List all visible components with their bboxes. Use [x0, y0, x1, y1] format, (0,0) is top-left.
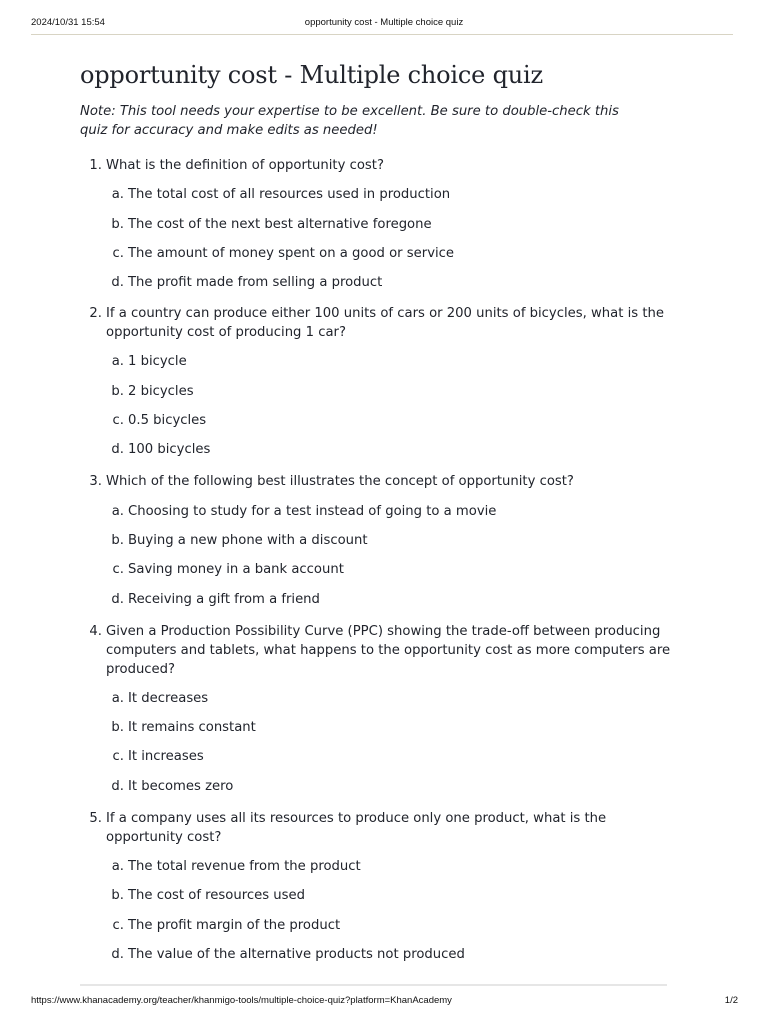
option-text: 100 bicycles — [128, 442, 211, 458]
answer-option — [80, 244, 680, 263]
option-letter: c. — [112, 413, 124, 429]
question-row — [80, 809, 680, 847]
option-letter: b. — [111, 383, 124, 399]
page-title: opportunity cost - Multiple choice quiz — [80, 61, 543, 89]
answer-option — [80, 777, 680, 796]
quiz-content — [80, 58, 680, 964]
question-item — [80, 304, 680, 459]
answer-option — [80, 531, 680, 550]
option-letter: a. — [111, 859, 124, 875]
question-item — [80, 472, 680, 608]
option-letter: d. — [111, 946, 124, 962]
answer-option — [80, 502, 680, 521]
question-text: If a company uses all its resources to produce only one product, what is the opportunity cost? — [106, 810, 607, 845]
page-number: 1/2 — [724, 995, 738, 1006]
content-divider — [80, 984, 667, 986]
option-letter: c. — [112, 917, 124, 933]
answer-option — [80, 916, 680, 935]
option-letter: b. — [111, 888, 124, 904]
option-letter: a. — [111, 690, 124, 706]
option-text: It remains constant — [128, 720, 256, 736]
answer-option — [80, 382, 680, 401]
question-list — [80, 156, 680, 964]
print-header — [0, 0, 768, 36]
answer-option — [80, 689, 680, 708]
option-letter: b. — [111, 720, 124, 736]
quiz-note: Note: This tool needs your expertise to be excellent. Be sure to double-check this quiz for accuracy and make edits as needed! — [80, 104, 619, 138]
answer-option — [80, 857, 680, 876]
option-text: The total revenue from the product — [128, 859, 361, 875]
question-row — [80, 156, 680, 175]
question-text: If a country can produce either 100 units of cars or 200 units of bicycles, what is the opportunity cost of producing 1 car? — [106, 306, 664, 341]
option-letter: c. — [112, 245, 124, 261]
option-letter: c. — [112, 749, 124, 765]
question-text: Which of the following best illustrates the concept of opportunity cost? — [106, 474, 574, 490]
question-text: What is the definition of opportunity cost? — [106, 158, 384, 173]
option-list — [80, 352, 680, 459]
question-number: 2. — [89, 306, 102, 322]
header-divider — [31, 34, 733, 35]
option-text: The profit margin of the product — [128, 917, 341, 933]
question-item — [80, 156, 680, 292]
option-text: The total cost of all resources used in production — [128, 187, 451, 203]
option-text: Buying a new phone with a discount — [128, 532, 368, 548]
option-text: The profit made from selling a product — [128, 275, 383, 291]
option-letter: c. — [112, 562, 124, 578]
answer-option — [80, 945, 680, 964]
option-text: The amount of money spent on a good or service — [128, 245, 455, 261]
option-list — [80, 185, 680, 292]
option-letter: d. — [111, 275, 124, 291]
answer-option — [80, 747, 680, 766]
option-list — [80, 689, 680, 796]
question-row — [80, 622, 680, 679]
question-item — [80, 809, 680, 964]
answer-option — [80, 886, 680, 905]
option-letter: a. — [111, 187, 124, 203]
question-row — [80, 304, 680, 342]
option-text: The value of the alternative products not produced — [128, 946, 465, 962]
answer-option — [80, 560, 680, 579]
option-list — [80, 502, 680, 609]
print-page-title: opportunity cost - Multiple choice quiz — [304, 17, 464, 28]
answer-option — [80, 185, 680, 204]
option-letter: a. — [111, 503, 124, 519]
option-text: It increases — [128, 749, 204, 765]
option-text: 2 bicycles — [128, 383, 194, 399]
answer-option — [80, 411, 680, 430]
option-text: The cost of the next best alternative foregone — [128, 216, 432, 232]
question-text: Given a Production Possibility Curve (PPC) showing the trade-off between producing computers and tablets, what happens to the opportunity cost as more computers are produced? — [106, 623, 671, 677]
print-url: https://www.khanacademy.org/teacher/khanmigo-tools/multiple-choice-quiz?platform=KhanAcademy — [31, 995, 452, 1006]
question-row — [80, 472, 680, 491]
option-letter: d. — [111, 442, 124, 458]
question-number: 5. — [89, 810, 102, 826]
question-number: 3. — [89, 474, 102, 490]
option-text: 0.5 bicycles — [128, 413, 207, 429]
answer-option — [80, 590, 680, 609]
option-letter: b. — [111, 532, 124, 548]
option-text: Saving money in a bank account — [128, 562, 344, 578]
answer-option — [80, 718, 680, 737]
answer-option — [80, 273, 680, 292]
option-list — [80, 857, 680, 964]
option-letter: a. — [111, 354, 124, 370]
option-text: It decreases — [128, 690, 209, 706]
question-number: 1. — [89, 158, 102, 173]
answer-option — [80, 440, 680, 459]
option-text: It becomes zero — [128, 778, 234, 794]
question-item — [80, 622, 680, 796]
option-text: Receiving a gift from a friend — [128, 591, 320, 607]
option-letter: d. — [111, 591, 124, 607]
option-letter: d. — [111, 778, 124, 794]
option-text: The cost of resources used — [128, 888, 305, 904]
answer-option — [80, 352, 680, 371]
print-date: 2024/10/31 15:54 — [31, 17, 105, 28]
question-number: 4. — [89, 623, 102, 639]
option-text: Choosing to study for a test instead of going to a movie — [128, 503, 497, 519]
option-letter: b. — [111, 216, 124, 232]
answer-option — [80, 215, 680, 234]
option-text: 1 bicycle — [128, 354, 187, 370]
